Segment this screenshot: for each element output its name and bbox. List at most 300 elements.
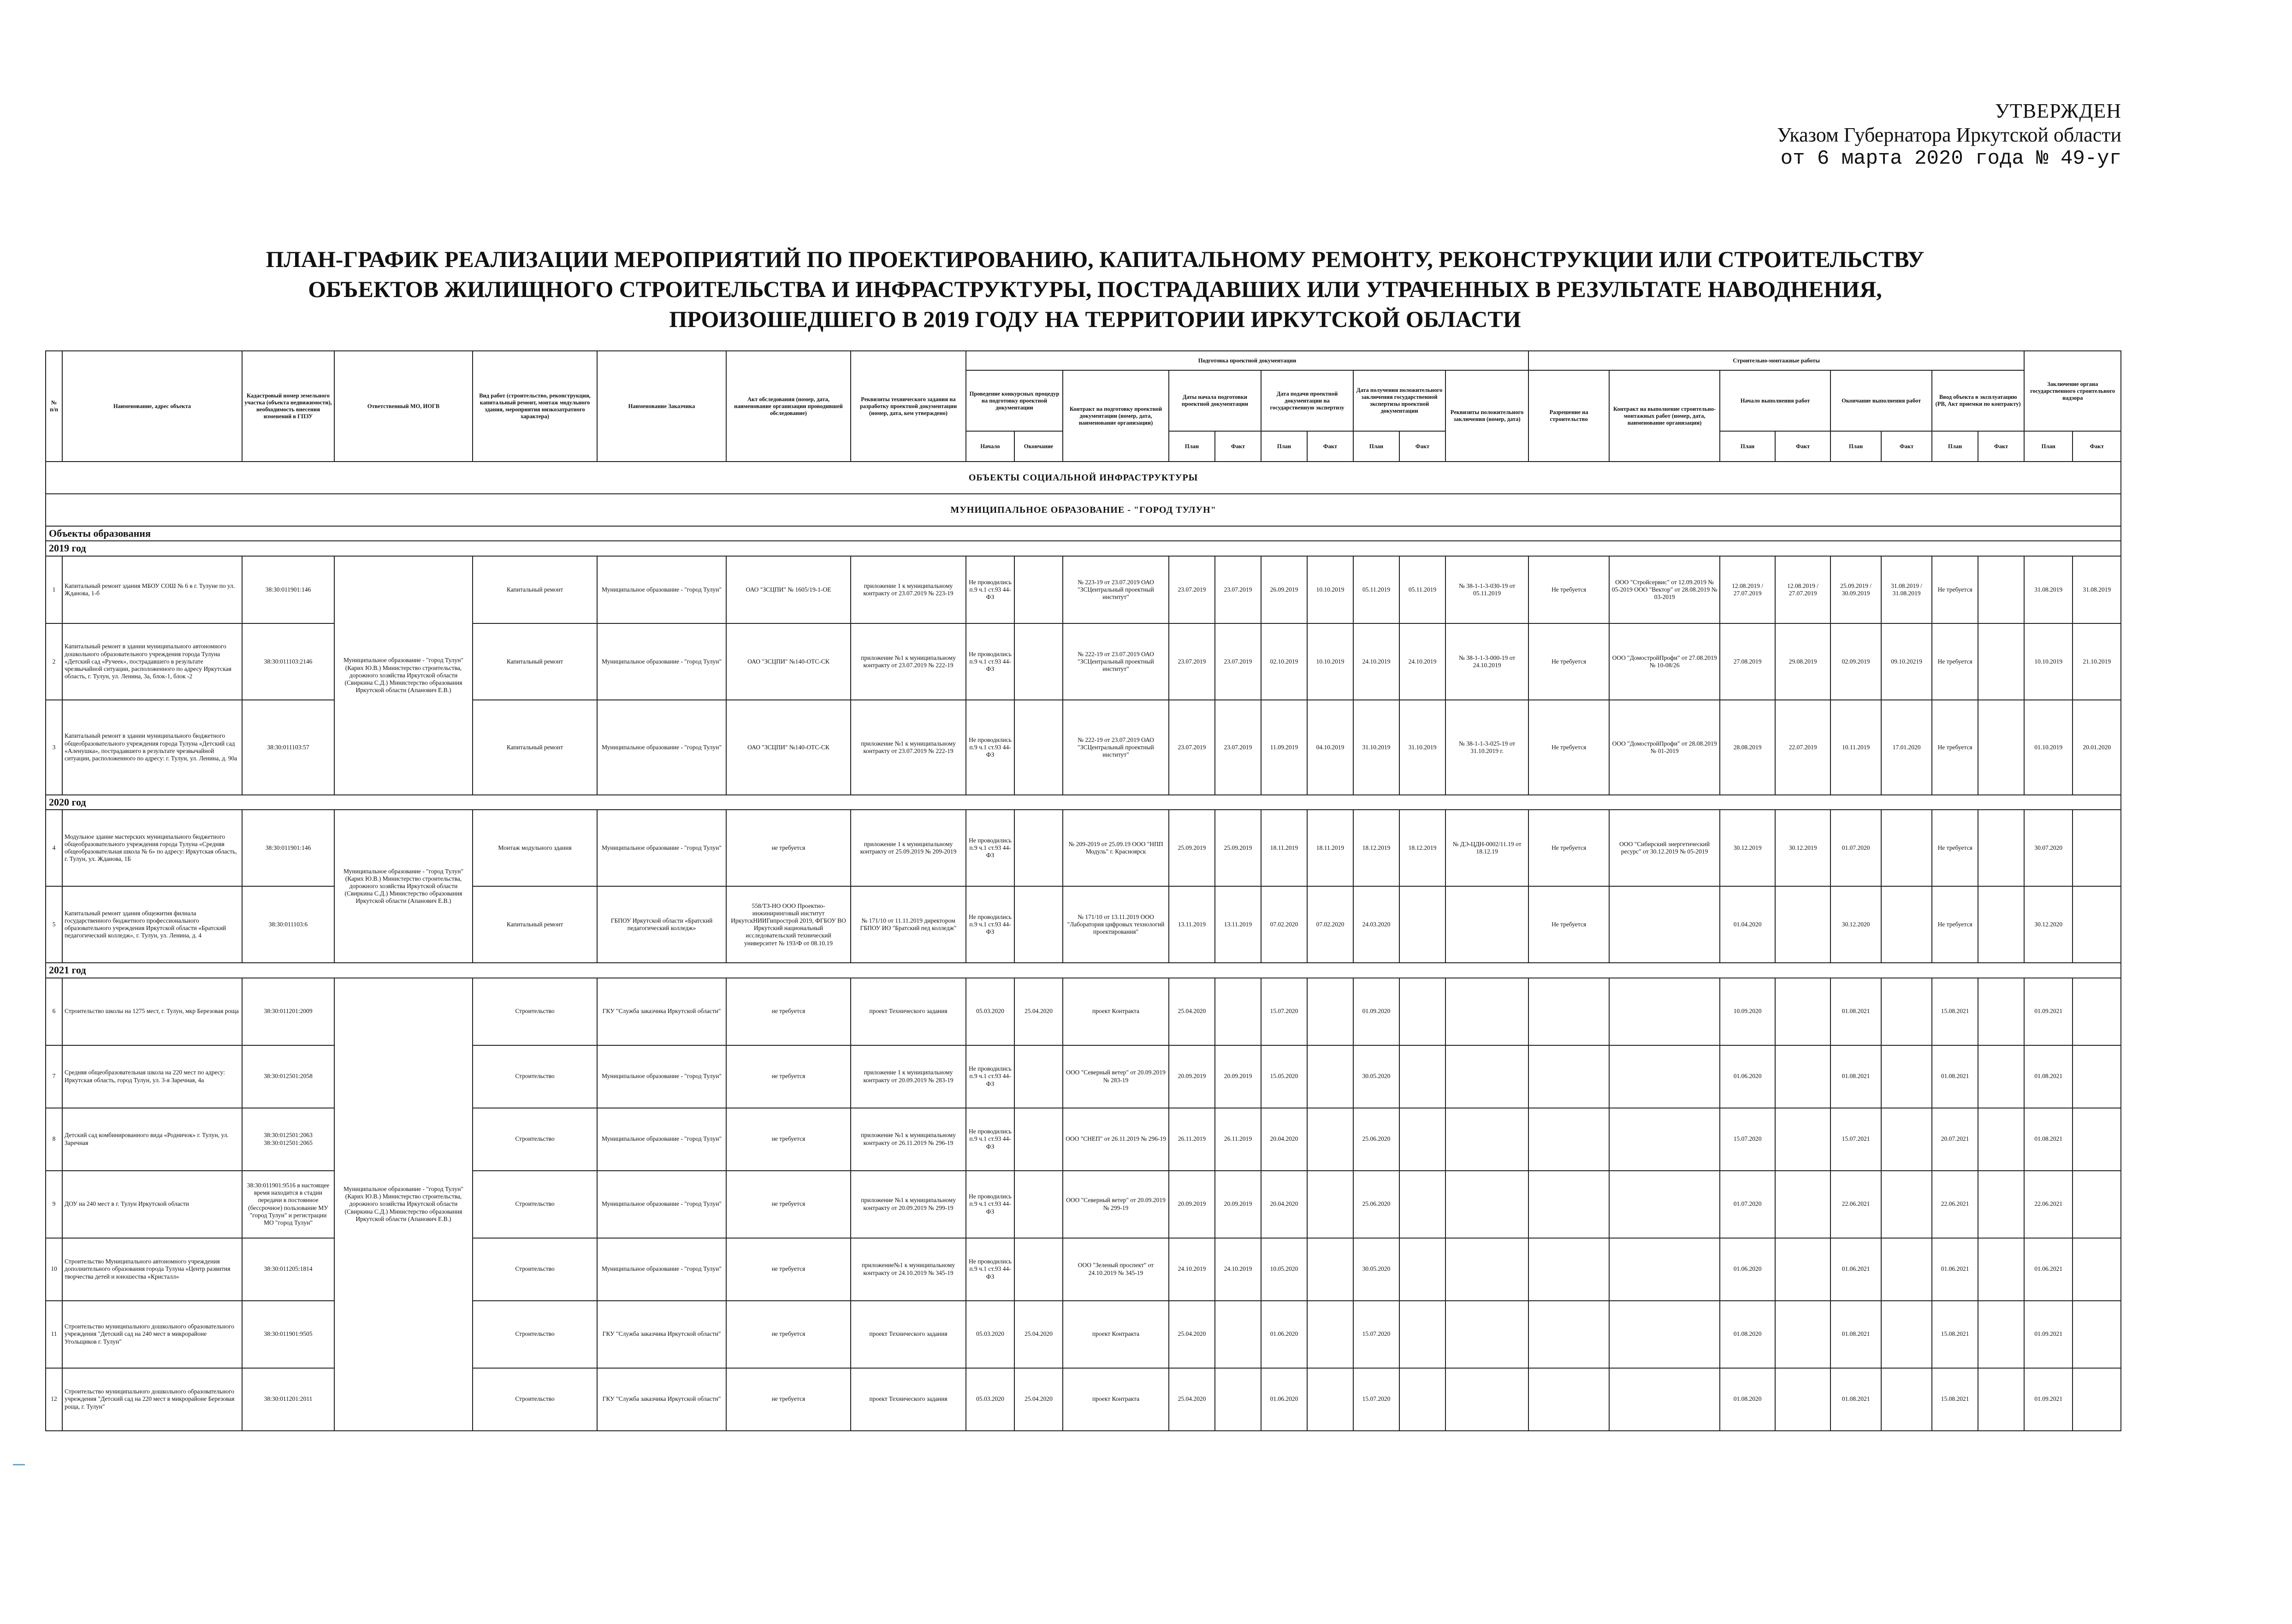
- cell-commission-fact: [2073, 886, 2121, 963]
- cell-supervision-plan: Не требуется: [1932, 623, 1978, 700]
- cell-work-start-plan: 30.12.2019: [1720, 810, 1775, 886]
- cell-expertise-plan: 30.05.2020: [1353, 1045, 1399, 1108]
- cell-supervision-plan: Не требуется: [1932, 810, 1978, 886]
- year-title: 2019 год: [46, 541, 2121, 556]
- cell-design-plan: 20.09.2019: [1169, 1171, 1215, 1238]
- cell-tech-task: приложение №1 к муниципальному контракту от 23.07.2019 № 222-19: [851, 700, 966, 795]
- cell-customer: Муниципальное образование - "город Тулун": [597, 1171, 726, 1238]
- cell-expertise-details: [1445, 886, 1528, 963]
- cell-expertise-fact: 18.12.2019: [1399, 810, 1445, 886]
- cell-tech-task: приложение №1 к муниципальному контракту от 23.07.2019 № 222-19: [851, 623, 966, 700]
- approval-line-decree: Указом Губернатора Иркутской области: [1777, 123, 2121, 146]
- cell-proc-begin: Не проводились п.9 ч.1 ст.93 44-ФЗ: [966, 1238, 1014, 1301]
- cell-commission-fact: [2073, 978, 2121, 1045]
- cell-work-end-plan: 01.08.2021: [1830, 1045, 1881, 1108]
- cell-supervision-plan: 15.08.2021: [1932, 1368, 1978, 1431]
- cell-work-type: Капитальный ремонт: [473, 623, 597, 700]
- cell-permit: [1528, 978, 1609, 1045]
- cell-work-type: Строительство: [473, 1368, 597, 1431]
- cell-design-plan: 23.07.2019: [1169, 556, 1215, 623]
- cell-submit-plan: 01.06.2020: [1261, 1368, 1307, 1431]
- cell-submit-plan: 20.04.2020: [1261, 1108, 1307, 1171]
- cell-permit: [1528, 1301, 1609, 1368]
- cell-expertise-details: [1445, 1238, 1528, 1301]
- cell-design-fact: [1215, 978, 1261, 1045]
- col-name: Наименование, адрес объекта: [62, 351, 242, 462]
- col-expertise-details: Реквизиты положительного заключения (номер, дата): [1445, 370, 1528, 462]
- cell-expertise-plan: 05.11.2019: [1353, 556, 1399, 623]
- cell-work-end-fact: [1881, 1171, 1932, 1238]
- sub-plan: План: [2024, 431, 2073, 462]
- cell-design-contract: проект Контракта: [1063, 1301, 1169, 1368]
- cell-submit-plan: 15.07.2020: [1261, 978, 1307, 1045]
- cell-design-fact: [1215, 1368, 1261, 1431]
- cell-work-start-plan: 15.07.2020: [1720, 1108, 1775, 1171]
- cell-design-fact: 23.07.2019: [1215, 623, 1261, 700]
- cell-design-plan: 25.04.2020: [1169, 978, 1215, 1045]
- cell-customer: Муниципальное образование - "город Тулун": [597, 1045, 726, 1108]
- cell-work-start-plan: 01.04.2020: [1720, 886, 1775, 963]
- cell-cadastral: 38:30:011103:57: [242, 700, 334, 795]
- approval-line-approved: УТВЕРЖДЕН: [1995, 100, 2121, 122]
- sub-plan: План: [1720, 431, 1775, 462]
- cell-customer: Муниципальное образование - "город Тулун": [597, 623, 726, 700]
- cell-work-start-fact: [1775, 1238, 1830, 1301]
- cell-supervision-plan: 01.06.2021: [1932, 1238, 1978, 1301]
- cell-design-contract: № 209-2019 от 25.09.19 ООО "НПП Модуль" г. Красноярск: [1063, 810, 1169, 886]
- cell-expertise-fact: [1399, 1108, 1445, 1171]
- cell-work-end-fact: [1881, 978, 1932, 1045]
- cell-work-end-fact: [1881, 1238, 1932, 1301]
- sub-fact: Факт: [1307, 431, 1353, 462]
- cell-customer: Муниципальное образование - "город Тулун": [597, 700, 726, 795]
- col-num: № п/п: [46, 351, 62, 462]
- cell-expertise-details: [1445, 1045, 1528, 1108]
- cell-supervision-fact: [1978, 1301, 2024, 1368]
- cell-work-end-plan: 30.12.2020: [1830, 886, 1881, 963]
- municipality-row: [46, 494, 2121, 526]
- cell-design-contract: № 222-19 от 23.07.2019 ОАО "ЗСЦентральный проектный институт": [1063, 623, 1169, 700]
- cell-inspection-act: ОАО "ЗСЦПИ" № 1605/19-1-ОЕ: [726, 556, 851, 623]
- cell-expertise-fact: 05.11.2019: [1399, 556, 1445, 623]
- col-procurement: Проведение конкурсных процедур на подготовку проектной документации: [966, 370, 1063, 431]
- cell-num: 11: [46, 1301, 62, 1368]
- col-permit: Разрешение на строительство: [1528, 370, 1609, 462]
- cell-customer: Муниципальное образование - "город Тулун": [597, 556, 726, 623]
- cell-customer: Муниципальное образование - "город Тулун": [597, 1238, 726, 1301]
- cell-permit: Не требуется: [1528, 623, 1609, 700]
- cell-expertise-plan: 01.09.2020: [1353, 978, 1399, 1045]
- cell-design-contract: ООО "СНЕП" от 26.11.2019 № 296-19: [1063, 1108, 1169, 1171]
- cell-submit-fact: 04.10.2019: [1307, 700, 1353, 795]
- cell-submit-plan: 01.06.2020: [1261, 1301, 1307, 1368]
- section-title: ОБЪЕКТЫ СОЦИАЛЬНОЙ ИНФРАСТРУКТУРЫ: [46, 462, 2121, 494]
- cell-work-start-plan: 28.08.2019: [1720, 700, 1775, 795]
- cell-supervision-fact: [1978, 556, 2024, 623]
- sub-begin: Начало: [966, 431, 1014, 462]
- cell-work-end-fact: [1881, 1045, 1932, 1108]
- cell-design-fact: 13.11.2019: [1215, 886, 1261, 963]
- cell-design-contract: ООО "Северный ветер" от 20.09.2019 № 299-19: [1063, 1171, 1169, 1238]
- section-row: [46, 462, 2121, 494]
- cell-expertise-details: [1445, 1108, 1528, 1171]
- cell-work-end-fact: 09.10.20219: [1881, 623, 1932, 700]
- cell-design-fact: 24.10.2019: [1215, 1238, 1261, 1301]
- cell-tech-task: проект Технического задания: [851, 1368, 966, 1431]
- cell-num: 1: [46, 556, 62, 623]
- cell-cadastral: 38:30:012501:2063 38:30:012501:2065: [242, 1108, 334, 1171]
- cell-build-contract: ООО "ДомостройПрофи" от 28.08.2019 № 01-2019: [1609, 700, 1720, 795]
- cell-customer: ГКУ "Служба заказчика Иркутской области": [597, 1301, 726, 1368]
- cell-work-end-plan: 02.09.2019: [1830, 623, 1881, 700]
- cell-work-end-fact: 31.08.2019 / 31.08.2019: [1881, 556, 1932, 623]
- cell-submit-fact: 10.10.2019: [1307, 556, 1353, 623]
- cell-design-plan: 26.11.2019: [1169, 1108, 1215, 1171]
- cell-commission-plan: 01.08.2021: [2024, 1108, 2073, 1171]
- cell-supervision-plan: Не требуется: [1932, 700, 1978, 795]
- cell-inspection-act: не требуется: [726, 978, 851, 1045]
- cell-build-contract: ООО "Стройсервис" от 12.09.2019 № 05-2019 ООО "Вектор" от 28.08.2019 № 03-2019: [1609, 556, 1720, 623]
- schedule-table: [45, 350, 2121, 1431]
- cell-tech-task: приложение 1 к муниципальному контракту от 25.09.2019 № 209-2019: [851, 810, 966, 886]
- col-submit-dates: Дата подачи проектной документации на государственную экспертизу: [1261, 370, 1353, 431]
- cell-inspection-act: не требуется: [726, 810, 851, 886]
- cell-work-start-plan: 12.08.2019 / 27.07.2019: [1720, 556, 1775, 623]
- cell-build-contract: [1609, 886, 1720, 963]
- cell-cadastral: 38:30:011103:2146: [242, 623, 334, 700]
- cell-commission-fact: [2073, 810, 2121, 886]
- cell-design-fact: 20.09.2019: [1215, 1045, 1261, 1108]
- cell-commission-plan: 01.09.2021: [2024, 1368, 2073, 1431]
- cell-commission-plan: 01.10.2019: [2024, 700, 2073, 795]
- cell-work-start-plan: 01.07.2020: [1720, 1171, 1775, 1238]
- cell-name: Средняя общеобразовательная школа на 220 мест по адресу: Иркутская область, город Тулун, ул. 3-я Заречная, 4а: [62, 1045, 242, 1108]
- cell-expertise-details: № 38-1-1-3-030-19 от 05.11.2019: [1445, 556, 1528, 623]
- cell-submit-fact: [1307, 1368, 1353, 1431]
- municipality-title: МУНИЦИПАЛЬНОЕ ОБРАЗОВАНИЕ - "ГОРОД ТУЛУН": [46, 494, 2121, 526]
- col-work-end: Окончание выполнения работ: [1830, 370, 1932, 431]
- cell-build-contract: [1609, 1238, 1720, 1301]
- sub-fact: Факт: [1399, 431, 1445, 462]
- cell-commission-fact: [2073, 1368, 2121, 1431]
- cell-expertise-fact: 24.10.2019: [1399, 623, 1445, 700]
- cell-work-end-plan: 01.08.2021: [1830, 978, 1881, 1045]
- cell-design-contract: проект Контракта: [1063, 978, 1169, 1045]
- cell-work-end-plan: 22.06.2021: [1830, 1171, 1881, 1238]
- col-commissioning: Ввод объекта в эксплуатацию (РВ, Акт приемки по контракту): [1932, 370, 2024, 431]
- cell-proc-begin: 05.03.2020: [966, 1301, 1014, 1368]
- cell-build-contract: [1609, 1301, 1720, 1368]
- col-customer: Наименование Заказчика: [597, 351, 726, 462]
- cell-design-fact: 23.07.2019: [1215, 700, 1261, 795]
- cell-work-end-fact: [1881, 1368, 1932, 1431]
- table-row: [46, 810, 2121, 886]
- cell-cadastral: 38:30:011901:9516 в настоящее время находится в стадии передачи в постоянное (бессрочное) пользование МУ "город Тулун" и регистрации МО "город Тулун": [242, 1171, 334, 1238]
- cell-work-start-fact: [1775, 886, 1830, 963]
- cell-proc-end: [1014, 623, 1063, 700]
- cell-cadastral: 38:30:011205:1814: [242, 1238, 334, 1301]
- cell-design-plan: 13.11.2019: [1169, 886, 1215, 963]
- cell-work-start-fact: 22.07.2019: [1775, 700, 1830, 795]
- cell-expertise-plan: 15.07.2020: [1353, 1301, 1399, 1368]
- cell-proc-end: [1014, 700, 1063, 795]
- cell-name: Строительство Муниципального автономного учреждения дополнительного образования города Тулуна «Центр развития творчества детей и юношества «Кристалл»: [62, 1238, 242, 1301]
- cell-supervision-plan: 15.08.2021: [1932, 1301, 1978, 1368]
- sub-fact: Факт: [1978, 431, 2024, 462]
- cell-design-contract: проект Контракта: [1063, 1368, 1169, 1431]
- cell-work-end-fact: [1881, 810, 1932, 886]
- cell-expertise-plan: 25.06.2020: [1353, 1171, 1399, 1238]
- cell-num: 12: [46, 1368, 62, 1431]
- cell-expertise-plan: 25.06.2020: [1353, 1108, 1399, 1171]
- cell-permit: [1528, 1171, 1609, 1238]
- cell-commission-plan: 01.09.2021: [2024, 1301, 2073, 1368]
- cell-submit-plan: 26.09.2019: [1261, 556, 1307, 623]
- cell-inspection-act: ОАО "ЗСЦПИ" №140-ОТС-СК: [726, 623, 851, 700]
- cell-tech-task: приложение№1 к муниципальному контракту от 24.10.2019 № 345-19: [851, 1238, 966, 1301]
- cell-proc-begin: Не проводились п.9 ч.1 ст.93 44-ФЗ: [966, 1171, 1014, 1238]
- cell-work-start-plan: 01.08.2020: [1720, 1301, 1775, 1368]
- cell-permit: Не требуется: [1528, 700, 1609, 795]
- cell-commission-fact: 31.08.2019: [2073, 556, 2121, 623]
- cell-permit: Не требуется: [1528, 556, 1609, 623]
- cell-customer: ГБПОУ Иркутской области «Братский педагогический колледж»: [597, 886, 726, 963]
- cell-permit: Не требуется: [1528, 810, 1609, 886]
- cell-work-start-fact: [1775, 1171, 1830, 1238]
- cell-inspection-act: не требуется: [726, 1301, 851, 1368]
- cell-cadastral: 38:30:011901:9505: [242, 1301, 334, 1368]
- cell-responsible: Муниципальное образование - "город Тулун" (Карих Ю.В.) Министерство строительства, дорожного хозяйства Иркутской области (Свиркина С.Д.) Министерство образования Иркутской области (Апанович Е.В.): [334, 978, 473, 1431]
- cell-proc-end: 25.04.2020: [1014, 1301, 1063, 1368]
- cell-commission-fact: 20.01.2020: [2073, 700, 2121, 795]
- cell-work-end-plan: 01.07.2020: [1830, 810, 1881, 886]
- cell-design-plan: 25.09.2019: [1169, 810, 1215, 886]
- cell-supervision-fact: [1978, 1108, 2024, 1171]
- col-inspection-act: Акт обследования (номер, дата, наименование организации проводившей обследование): [726, 351, 851, 462]
- cell-work-end-plan: 01.08.2021: [1830, 1301, 1881, 1368]
- cell-work-end-plan: 01.08.2021: [1830, 1368, 1881, 1431]
- cell-supervision-fact: [1978, 1238, 2024, 1301]
- cell-design-fact: 20.09.2019: [1215, 1171, 1261, 1238]
- category-row: [46, 526, 2121, 541]
- cell-supervision-fact: [1978, 886, 2024, 963]
- sub-plan: План: [1261, 431, 1307, 462]
- cell-proc-begin: 05.03.2020: [966, 978, 1014, 1045]
- year-title: 2020 год: [46, 795, 2121, 810]
- cell-responsible: Муниципальное образование - "город Тулун" (Карих Ю.В.) Министерство строительства, дорожного хозяйства Иркутской области (Свиркина С.Д.) Министерство образования Иркутской области (Апанович Е.В.): [334, 810, 473, 963]
- cell-design-contract: № 223-19 от 23.07.2019 ОАО "ЗСЦентральный проектный институт": [1063, 556, 1169, 623]
- cell-proc-begin: Не проводились п.9 ч.1 ст.93 44-ФЗ: [966, 1045, 1014, 1108]
- cell-build-contract: [1609, 1108, 1720, 1171]
- sub-fact: Факт: [1881, 431, 1932, 462]
- cell-submit-fact: [1307, 1238, 1353, 1301]
- cell-commission-plan: 01.08.2021: [2024, 1045, 2073, 1108]
- cell-work-type: Капитальный ремонт: [473, 700, 597, 795]
- cell-work-type: Монтаж модульного здания: [473, 810, 597, 886]
- table-body: [46, 462, 2121, 1431]
- cell-work-start-fact: [1775, 978, 1830, 1045]
- cell-customer: ГКУ "Служба заказчика Иркутской области": [597, 1368, 726, 1431]
- cell-work-start-fact: [1775, 1368, 1830, 1431]
- cell-name: Капитальный ремонт здания общежития филиала государственного бюджетного профессионального образовательного учреждения Иркутской области «Братский педагогический колледж», г. Тулун, ул. Ленина, д. 4: [62, 886, 242, 963]
- cell-customer: Муниципальное образование - "город Тулун": [597, 1108, 726, 1171]
- cell-work-type: Капитальный ремонт: [473, 886, 597, 963]
- cell-commission-fact: [2073, 1238, 2121, 1301]
- sub-fact: Факт: [1215, 431, 1261, 462]
- cell-work-start-plan: 10.09.2020: [1720, 978, 1775, 1045]
- cell-name: Модульное здание мастерских муниципального бюджетного общеобразовательного учреждения города Тулуна «Средняя общеобразовательная школа № 6» по адресу: Иркутская область, г. Тулун, ул. Жданова, 1Б: [62, 810, 242, 886]
- category-title: Объекты образования: [46, 526, 2121, 541]
- cell-proc-end: 25.04.2020: [1014, 1368, 1063, 1431]
- cell-work-start-plan: 01.06.2020: [1720, 1045, 1775, 1108]
- col-cadastral: Кадастровый номер земельного участка (объекта недвижимости), необходимость внесения изменений в ГПЗУ: [242, 351, 334, 462]
- cell-supervision-plan: Не требуется: [1932, 556, 1978, 623]
- cell-work-end-fact: [1881, 1301, 1932, 1368]
- cell-design-contract: ООО "Зеленый проспект" от 24.10.2019 № 345-19: [1063, 1238, 1169, 1301]
- cell-work-end-plan: 15.07.2021: [1830, 1108, 1881, 1171]
- cell-design-plan: 20.09.2019: [1169, 1045, 1215, 1108]
- cell-expertise-plan: 24.03.2020: [1353, 886, 1399, 963]
- year-title: 2021 год: [46, 963, 2121, 978]
- cell-name: Строительство муниципального дошкольного образовательного учреждения "Детский сад на 240 мест в микрорайоне Угольщиков г. Тулун": [62, 1301, 242, 1368]
- cell-name: Капитальный ремонт в здании муниципального бюджетного общеобразовательного учреждения города Тулуна «Детский сад «Аленушка», пострадавшего в результате чрезвычайной ситуации, расположенного по адресу: г. Тулун, ул. Ленина, д. 90а: [62, 700, 242, 795]
- cell-submit-fact: [1307, 1301, 1353, 1368]
- sub-plan: План: [1932, 431, 1978, 462]
- cell-work-type: Капитальный ремонт: [473, 556, 597, 623]
- cell-build-contract: [1609, 1368, 1720, 1431]
- cell-work-end-plan: 01.06.2021: [1830, 1238, 1881, 1301]
- col-work-type: Вид работ (строительство, реконструкция, капитальный ремонт, монтаж модульного здания, мероприятия низкозатратного характера): [473, 351, 597, 462]
- cell-design-fact: 23.07.2019: [1215, 556, 1261, 623]
- cell-commission-fact: 21.10.2019: [2073, 623, 2121, 700]
- cell-expertise-fact: [1399, 978, 1445, 1045]
- cell-num: 7: [46, 1045, 62, 1108]
- cell-num: 4: [46, 810, 62, 886]
- cell-supervision-fact: [1978, 1368, 2024, 1431]
- table-header: [46, 351, 2121, 462]
- cell-name: Капитальный ремонт в здании муниципального автономного дошкольного образовательного учреждения города Тулуна «Детский сад «Ручеек», пострадавшего в результате чрезвычайной ситуации, расположенного по адресу Иркутская область, г. Тулун, ул. Ленина, 3а, блок-1, блок -2: [62, 623, 242, 700]
- cell-design-plan: 25.04.2020: [1169, 1368, 1215, 1431]
- cell-num: 3: [46, 700, 62, 795]
- cell-submit-plan: 02.10.2019: [1261, 623, 1307, 700]
- cell-num: 9: [46, 1171, 62, 1238]
- cell-commission-plan: 30.12.2020: [2024, 886, 2073, 963]
- cell-supervision-plan: 15.08.2021: [1932, 978, 1978, 1045]
- cell-work-type: Строительство: [473, 1171, 597, 1238]
- cell-expertise-fact: [1399, 1238, 1445, 1301]
- cell-responsible: Муниципальное образование - "город Тулун" (Карих Ю.В.) Министерство строительства, дорожного хозяйства Иркутской области (Свиркина С.Д.) Министерство образования Иркутской области (Апанович Е.В.): [334, 556, 473, 795]
- cell-commission-plan: 30.07.2020: [2024, 810, 2073, 886]
- cell-supervision-plan: Не требуется: [1932, 886, 1978, 963]
- cell-submit-fact: [1307, 1045, 1353, 1108]
- cell-work-end-plan: 10.11.2019: [1830, 700, 1881, 795]
- cell-work-start-fact: [1775, 1045, 1830, 1108]
- year-row: [46, 541, 2121, 556]
- cell-work-end-fact: [1881, 1108, 1932, 1171]
- cell-num: 2: [46, 623, 62, 700]
- cell-commission-fact: [2073, 1171, 2121, 1238]
- col-design-dates: Даты начала подготовки проектной документации: [1169, 370, 1261, 431]
- cell-work-end-fact: [1881, 886, 1932, 963]
- cell-design-contract: ООО "Северный ветер" от 20.09.2019 № 283-19: [1063, 1045, 1169, 1108]
- cell-supervision-fact: [1978, 623, 2024, 700]
- cell-cadastral: 38:30:011201:2011: [242, 1368, 334, 1431]
- cell-commission-plan: 22.06.2021: [2024, 1171, 2073, 1238]
- title-line-2: ОБЪЕКТОВ ЖИЛИЩНОГО СТРОИТЕЛЬСТВА И ИНФРАСТРУКТУРЫ, ПОСТРАДАВШИХ ИЛИ УТРАЧЕННЫХ В РЕЗУЛЬТАТЕ НАВОДНЕНИЯ,: [308, 276, 1882, 302]
- cell-work-end-plan: 25.09.2019 / 30.09.2019: [1830, 556, 1881, 623]
- cell-expertise-fact: [1399, 1368, 1445, 1431]
- cell-build-contract: [1609, 1045, 1720, 1108]
- cell-build-contract: [1609, 1171, 1720, 1238]
- cell-submit-plan: 07.02.2020: [1261, 886, 1307, 963]
- sub-end: Окончание: [1014, 431, 1063, 462]
- col-expertise-dates: Дата получения положительного заключения государственной экспертизы проектной документации: [1353, 370, 1445, 431]
- cell-expertise-fact: [1399, 886, 1445, 963]
- cell-proc-begin: Не проводились п.9 ч.1 ст.93 44-ФЗ: [966, 556, 1014, 623]
- cell-expertise-details: [1445, 1301, 1528, 1368]
- cell-inspection-act: не требуется: [726, 1368, 851, 1431]
- cell-work-end-fact: 17.01.2020: [1881, 700, 1932, 795]
- cell-expertise-fact: [1399, 1301, 1445, 1368]
- cell-supervision-fact: [1978, 700, 2024, 795]
- cell-inspection-act: не требуется: [726, 1045, 851, 1108]
- cell-commission-plan: 31.08.2019: [2024, 556, 2073, 623]
- cell-tech-task: приложение №1 к муниципальному контракту от 26.11.2019 № 296-19: [851, 1108, 966, 1171]
- cell-submit-plan: 11.09.2019: [1261, 700, 1307, 795]
- cell-commission-plan: 10.10.2019: [2024, 623, 2073, 700]
- cell-design-plan: 23.07.2019: [1169, 623, 1215, 700]
- cell-work-start-fact: 30.12.2019: [1775, 810, 1830, 886]
- year-row: [46, 795, 2121, 810]
- cell-cadastral: 38:30:011901:146: [242, 810, 334, 886]
- col-work-start: Начало выполнения работ: [1720, 370, 1830, 431]
- sub-plan: План: [1169, 431, 1215, 462]
- cell-expertise-plan: 24.10.2019: [1353, 623, 1399, 700]
- col-build-contract: Контракт на выполнение строительно-монтажных работ (номер, дата, наименование организации): [1609, 370, 1720, 462]
- cell-proc-end: [1014, 1171, 1063, 1238]
- cell-cadastral: 38:30:011201:2009: [242, 978, 334, 1045]
- cell-expertise-plan: 30.05.2020: [1353, 1238, 1399, 1301]
- cell-num: 8: [46, 1108, 62, 1171]
- cell-expertise-details: № 38-1-1-3-000-19 от 24.10.2019: [1445, 623, 1528, 700]
- cell-work-start-fact: 29.08.2019: [1775, 623, 1830, 700]
- cell-inspection-act: 558/ТЗ-НО ООО Проектно-инжиниринговый институт ИркутскНИИГипрострой 2019, ФГБОУ ВО Иркутский национальный исследовательский технический университет № 193/Ф от 08.10.19: [726, 886, 851, 963]
- cell-cadastral: 38:30:011901:146: [242, 556, 334, 623]
- cell-submit-fact: 18.11.2019: [1307, 810, 1353, 886]
- cell-submit-fact: [1307, 978, 1353, 1045]
- cell-submit-plan: 15.05.2020: [1261, 1045, 1307, 1108]
- cell-expertise-plan: 18.12.2019: [1353, 810, 1399, 886]
- cell-commission-fact: [2073, 1301, 2121, 1368]
- cell-cadastral: 38:30:011103:6: [242, 886, 334, 963]
- cell-expertise-details: [1445, 978, 1528, 1045]
- cell-expertise-details: № 38-1-1-3-025-19 от 31.10.2019 г.: [1445, 700, 1528, 795]
- cell-inspection-act: ОАО "ЗСЦПИ" №140-ОТС-СК: [726, 700, 851, 795]
- sub-fact: Факт: [2073, 431, 2121, 462]
- cell-design-fact: [1215, 1301, 1261, 1368]
- cell-num: 5: [46, 886, 62, 963]
- sub-fact: Факт: [1775, 431, 1830, 462]
- cell-tech-task: приложение 1 к муниципальному контракту от 20.09.2019 № 283-19: [851, 1045, 966, 1108]
- cell-commission-fact: [2073, 1045, 2121, 1108]
- title-line-1: ПЛАН-ГРАФИК РЕАЛИЗАЦИИ МЕРОПРИЯТИЙ ПО ПРОЕКТИРОВАНИЮ, КАПИТАЛЬНОМУ РЕМОНТУ, РЕКОНСТРУКЦИИ ИЛИ СТРОИТЕЛЬСТВУ: [266, 246, 1925, 272]
- cell-inspection-act: не требуется: [726, 1238, 851, 1301]
- cell-name: Детский сад комбинированного вида «Родничок» г. Тулун, ул. Заречная: [62, 1108, 242, 1171]
- approval-stamp: [1777, 99, 2121, 171]
- cell-tech-task: проект Технического задания: [851, 1301, 966, 1368]
- cell-work-start-fact: [1775, 1301, 1830, 1368]
- cell-submit-fact: 10.10.2019: [1307, 623, 1353, 700]
